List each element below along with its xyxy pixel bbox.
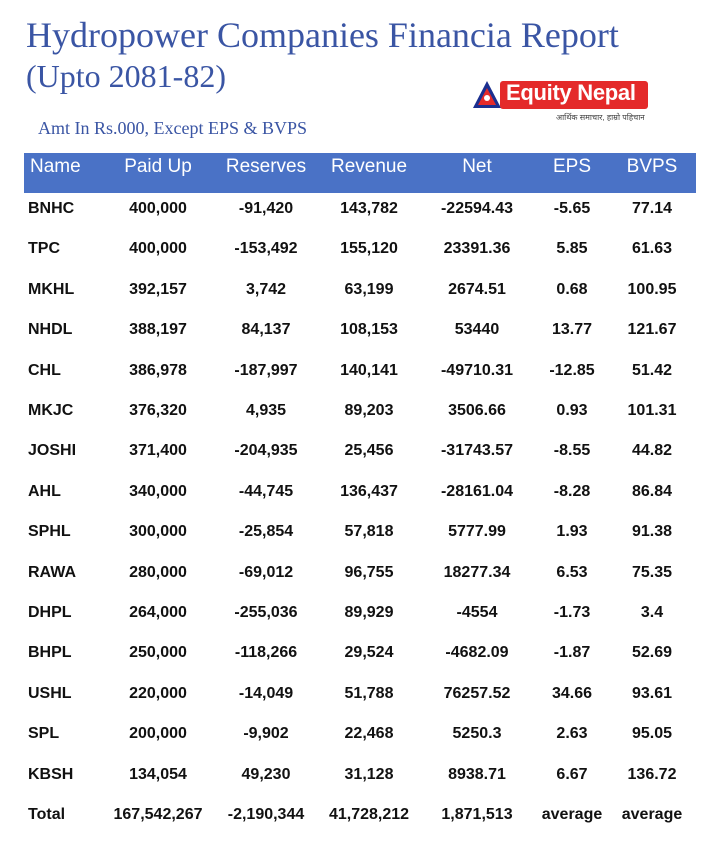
cell-col-bvps: 101.31	[627, 402, 677, 419]
cell-col-net: -28161.04	[440, 482, 514, 500]
cell-col-net: 18277.34	[443, 563, 511, 581]
cell-col-eps: -5.65	[553, 200, 591, 217]
cell-col-eps: -12.85	[549, 361, 595, 379]
cell-col-reserves: -204,935	[234, 442, 298, 460]
cell-col-reserves: -255,036	[234, 604, 298, 621]
cell-col-paid-up: 250,000	[129, 644, 187, 662]
cell-col-paid-up: 340,000	[129, 482, 187, 500]
cell-col-revenue: 57,818	[344, 523, 394, 541]
cell-col-reserves: -69,012	[238, 563, 294, 581]
cell-col-net: -4554	[456, 604, 498, 621]
cell-col-name: AHL	[28, 482, 61, 500]
cell-col-revenue: 108,153	[340, 321, 398, 339]
cell-col-revenue: 89,929	[344, 604, 394, 621]
cell-col-paid-up: 264,000	[129, 604, 187, 621]
logo-tagline: आर्थिक समाचार, हाम्रो पहिचान	[556, 113, 645, 122]
cell-col-bvps: 75.35	[631, 563, 673, 581]
cell-col-reserves: -25,854	[238, 523, 294, 541]
cell-col-reserves: 84,137	[241, 321, 291, 339]
cell-col-paid-up: 200,000	[129, 725, 187, 743]
page-title: Hydropower Companies Financia Report	[26, 15, 619, 55]
cell-col-eps: 5.85	[556, 240, 588, 258]
cell-col-reserves: -14,049	[238, 684, 294, 702]
header-col-name: Name	[30, 156, 81, 177]
cell-col-net: 23391.36	[443, 240, 511, 258]
cell-col-reserves: -187,997	[234, 361, 298, 379]
cell-col-paid-up: 400,000	[129, 200, 187, 217]
amount-note: Amt In Rs.000, Except EPS & BVPS	[38, 118, 308, 138]
cell-col-revenue: 155,120	[340, 240, 398, 258]
cell-col-reserves: -2,190,344	[227, 806, 305, 823]
cell-col-paid-up: 376,320	[129, 402, 187, 419]
cell-col-name: RAWA	[28, 563, 76, 581]
cell-col-eps: 2.63	[556, 725, 588, 743]
cell-col-bvps: 100.95	[627, 280, 677, 298]
cell-col-eps: 6.67	[556, 765, 588, 783]
cell-col-revenue: 63,199	[344, 280, 394, 298]
cell-col-revenue: 140,141	[340, 361, 398, 379]
header-col-eps: EPS	[552, 156, 592, 177]
cell-col-revenue: 22,468	[344, 725, 394, 743]
header-col-bvps: BVPS	[626, 156, 678, 177]
cell-col-paid-up: 386,978	[129, 361, 187, 379]
page-subtitle: (Upto 2081-82)	[26, 58, 226, 94]
cell-col-name: KBSH	[28, 765, 74, 783]
cell-col-bvps: 44.82	[631, 442, 673, 460]
cell-col-paid-up: 134,054	[129, 765, 187, 783]
cell-col-bvps: 93.61	[631, 684, 673, 702]
cell-col-name: TPC	[28, 240, 60, 258]
cell-col-eps: 0.68	[556, 280, 588, 298]
cell-col-reserves: -118,266	[234, 644, 298, 662]
cell-col-eps: -8.28	[553, 482, 591, 500]
cell-col-eps: -1.87	[553, 644, 591, 662]
cell-col-eps: -8.55	[553, 442, 591, 460]
cell-col-reserves: -44,745	[238, 482, 294, 500]
cell-col-eps: 34.66	[551, 684, 593, 702]
cell-col-bvps: 51.42	[631, 361, 673, 379]
cell-col-eps: average	[541, 806, 603, 823]
cell-col-name: MKJC	[28, 402, 74, 419]
cell-col-name: Total	[28, 806, 66, 823]
cell-col-revenue: 143,782	[340, 200, 398, 217]
cell-col-name: USHL	[28, 684, 72, 702]
cell-col-net: 1,871,513	[441, 806, 513, 823]
cell-col-reserves: 4,935	[245, 402, 287, 419]
cell-col-net: -31743.57	[440, 442, 514, 460]
header-col-reserves: Reserves	[225, 156, 307, 177]
cell-col-net: 76257.52	[443, 684, 511, 702]
cell-col-revenue: 41,728,212	[328, 806, 410, 823]
cell-col-eps: 6.53	[556, 563, 588, 581]
cell-col-bvps: 121.67	[627, 321, 677, 339]
cell-col-reserves: -9,902	[243, 725, 289, 743]
cell-col-name: BNHC	[28, 200, 75, 217]
cell-col-bvps: 77.14	[631, 200, 673, 217]
equity-nepal-logo	[472, 78, 652, 124]
cell-col-bvps: 91.38	[631, 523, 673, 541]
cell-col-net: 8938.71	[448, 765, 506, 783]
cell-col-bvps: average	[621, 806, 683, 823]
cell-col-net: 2674.51	[448, 280, 506, 298]
cell-col-revenue: 25,456	[344, 442, 394, 460]
cell-col-revenue: 136,437	[340, 482, 398, 500]
cell-col-paid-up: 300,000	[129, 523, 187, 541]
cell-col-revenue: 96,755	[344, 563, 394, 581]
cell-col-net: 53440	[454, 321, 500, 339]
cell-col-name: SPHL	[28, 523, 71, 541]
cell-col-paid-up: 392,157	[129, 280, 187, 298]
cell-col-bvps: 95.05	[631, 725, 673, 743]
cell-col-reserves: -91,420	[238, 200, 294, 217]
equity-nepal-logo-icon	[472, 80, 502, 110]
cell-col-revenue: 31,128	[344, 765, 394, 783]
cell-col-name: NHDL	[28, 321, 73, 339]
cell-col-paid-up: 280,000	[129, 563, 187, 581]
cell-col-bvps: 86.84	[631, 482, 673, 500]
cell-col-reserves: 49,230	[241, 765, 291, 783]
cell-col-revenue: 89,203	[344, 402, 394, 419]
cell-col-revenue: 29,524	[344, 644, 394, 662]
cell-col-eps: 0.93	[556, 402, 588, 419]
cell-col-net: -4682.09	[445, 644, 509, 662]
cell-col-bvps: 3.4	[640, 604, 664, 621]
cell-col-paid-up: 371,400	[129, 442, 187, 460]
cell-col-paid-up: 400,000	[129, 240, 187, 258]
cell-col-reserves: 3,742	[245, 280, 287, 298]
cell-col-name: CHL	[28, 361, 61, 379]
cell-col-revenue: 51,788	[344, 684, 394, 702]
cell-col-reserves: -153,492	[234, 240, 298, 258]
cell-col-eps: -1.73	[553, 604, 591, 621]
cell-col-bvps: 52.69	[631, 644, 673, 662]
cell-col-name: MKHL	[28, 280, 75, 298]
cell-col-net: -49710.31	[440, 361, 514, 379]
cell-col-name: DHPL	[28, 604, 72, 621]
cell-col-name: JOSHI	[28, 442, 77, 460]
cell-col-name: SPL	[28, 725, 60, 743]
cell-col-net: 5250.3	[452, 725, 502, 743]
cell-col-paid-up: 167,542,267	[113, 806, 203, 823]
cell-col-paid-up: 220,000	[129, 684, 187, 702]
cell-col-net: -22594.43	[440, 200, 514, 217]
header-col-paid-up: Paid Up	[124, 156, 192, 177]
cell-col-eps: 13.77	[551, 321, 593, 339]
cell-col-name: BHPL	[28, 644, 72, 662]
cell-col-bvps: 136.72	[627, 765, 677, 783]
cell-col-net: 5777.99	[448, 523, 506, 541]
cell-col-net: 3506.66	[448, 402, 506, 419]
logo-text: Equity Nepal	[506, 80, 636, 105]
cell-col-paid-up: 388,197	[129, 321, 187, 339]
cell-col-eps: 1.93	[556, 523, 588, 541]
header-col-revenue: Revenue	[330, 156, 408, 177]
cell-col-bvps: 61.63	[631, 240, 673, 258]
header-col-net: Net	[462, 156, 492, 177]
